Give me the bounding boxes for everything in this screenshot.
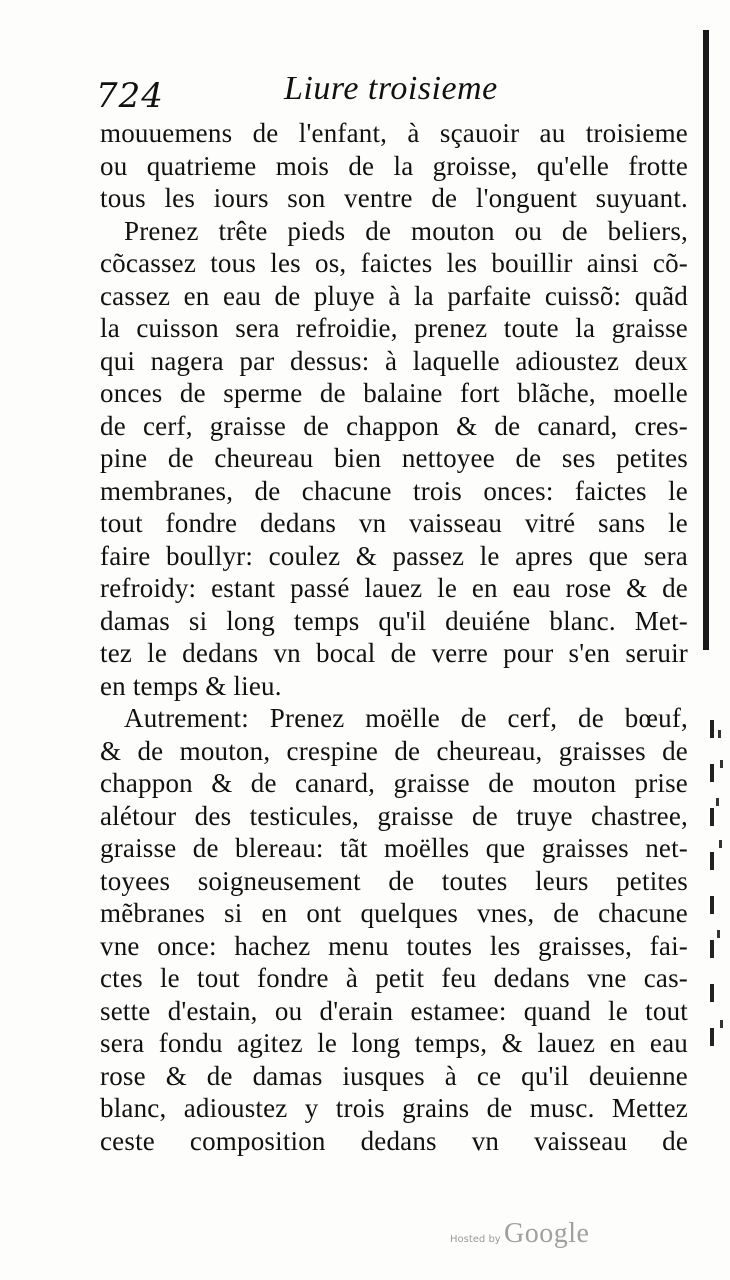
text-line: pine de cheureau bien nettoyee de ses petites xyxy=(100,443,688,473)
text-line: qui nagera par dessus: à laquelle adioustez deux xyxy=(100,345,688,376)
margin-specks xyxy=(716,720,726,1120)
text-line: ou quatrieme mois de la groisse, qu'elle frotte xyxy=(100,150,688,181)
text-line: tez le dedans vn bocal de verre pour s'en seruir xyxy=(100,638,688,668)
text-line: rose & de damas iusques à ce qu'il deuienne xyxy=(100,1060,688,1091)
binding-shadow-lower xyxy=(710,720,714,1060)
text-line: tout fondre dedans vn vaisseau vitré sans le xyxy=(100,508,688,538)
google-watermark xyxy=(450,1218,610,1258)
text-line: blanc, adioustez y trois grains de musc. Mettez xyxy=(100,1093,688,1123)
text-line: onces de sperme de balaine fort blãche, moelle xyxy=(100,378,688,408)
text-line: faire boullyr: coulez & passez le apres que sera xyxy=(100,540,688,571)
binding-shadow xyxy=(703,30,709,650)
text-line: alétour des testicules, graisse de truye chastree, xyxy=(100,800,688,831)
body-text xyxy=(100,117,688,1157)
running-head: Liure troisieme xyxy=(284,70,498,107)
speck xyxy=(720,760,723,768)
page-number: 724 xyxy=(96,76,164,116)
text-line: sera fondu agitez le long temps, & lauez en eau xyxy=(100,1028,688,1058)
text-line: de cerf, graisse de chappon & de canard, cres- xyxy=(100,410,688,441)
google-logo: Google xyxy=(504,1218,590,1249)
text-line: Autrement: Prenez moëlle de cerf, de bœuf, xyxy=(124,703,688,733)
text-line: & de mouton, crespine de cheureau, graisses de xyxy=(100,735,688,766)
text-line: ctes le tout fondre à petit feu dedans vne cas- xyxy=(100,963,688,993)
text-line: cassez en eau de pluye à la parfaite cuissõ: quãd xyxy=(100,280,688,311)
text-line: refroidy: estant passé lauez le en eau rose & de xyxy=(100,573,688,603)
speck xyxy=(719,840,722,848)
text-line: mouuemens de l'enfant, à sçauoir au troisieme xyxy=(100,118,688,148)
watermark-hosted-by: Hosted by xyxy=(450,1234,501,1245)
text-line: sette d'estain, ou d'erain estamee: quand le tout xyxy=(100,995,688,1026)
text-line: en temps & lieu. xyxy=(100,670,282,701)
text-line: Prenez trête pieds de mouton ou de beliers, xyxy=(124,215,688,246)
text-line: chappon & de canard, graisse de mouton prise xyxy=(100,768,688,798)
text-line: tous les iours son ventre de l'onguent suyuant. xyxy=(100,183,688,213)
speck xyxy=(720,1020,723,1028)
text-line: graisse de blereau: tãt moëlles que graisses net- xyxy=(100,833,688,863)
speck xyxy=(718,730,721,738)
text-line: damas si long temps qu'il deuiéne blanc. Met- xyxy=(100,605,688,636)
text-line: membranes, de chacune trois onces: faictes le xyxy=(100,475,688,506)
text-line: cõcassez tous les os, faictes les bouillir ainsi cõ- xyxy=(100,248,688,278)
speck xyxy=(717,930,720,938)
page-header xyxy=(96,70,516,118)
text-line: toyees soigneusement de toutes leurs petites xyxy=(100,865,688,896)
text-line: mẽbranes si en ont quelques vnes, de chacune xyxy=(100,898,688,928)
text-line: la cuisson sera refroidie, prenez toute la graisse xyxy=(100,313,688,343)
text-line: vne once: hachez menu toutes les graisses, fai- xyxy=(100,930,688,961)
text-line: ceste composition dedans vn vaisseau de xyxy=(100,1125,688,1156)
speck xyxy=(716,798,719,806)
